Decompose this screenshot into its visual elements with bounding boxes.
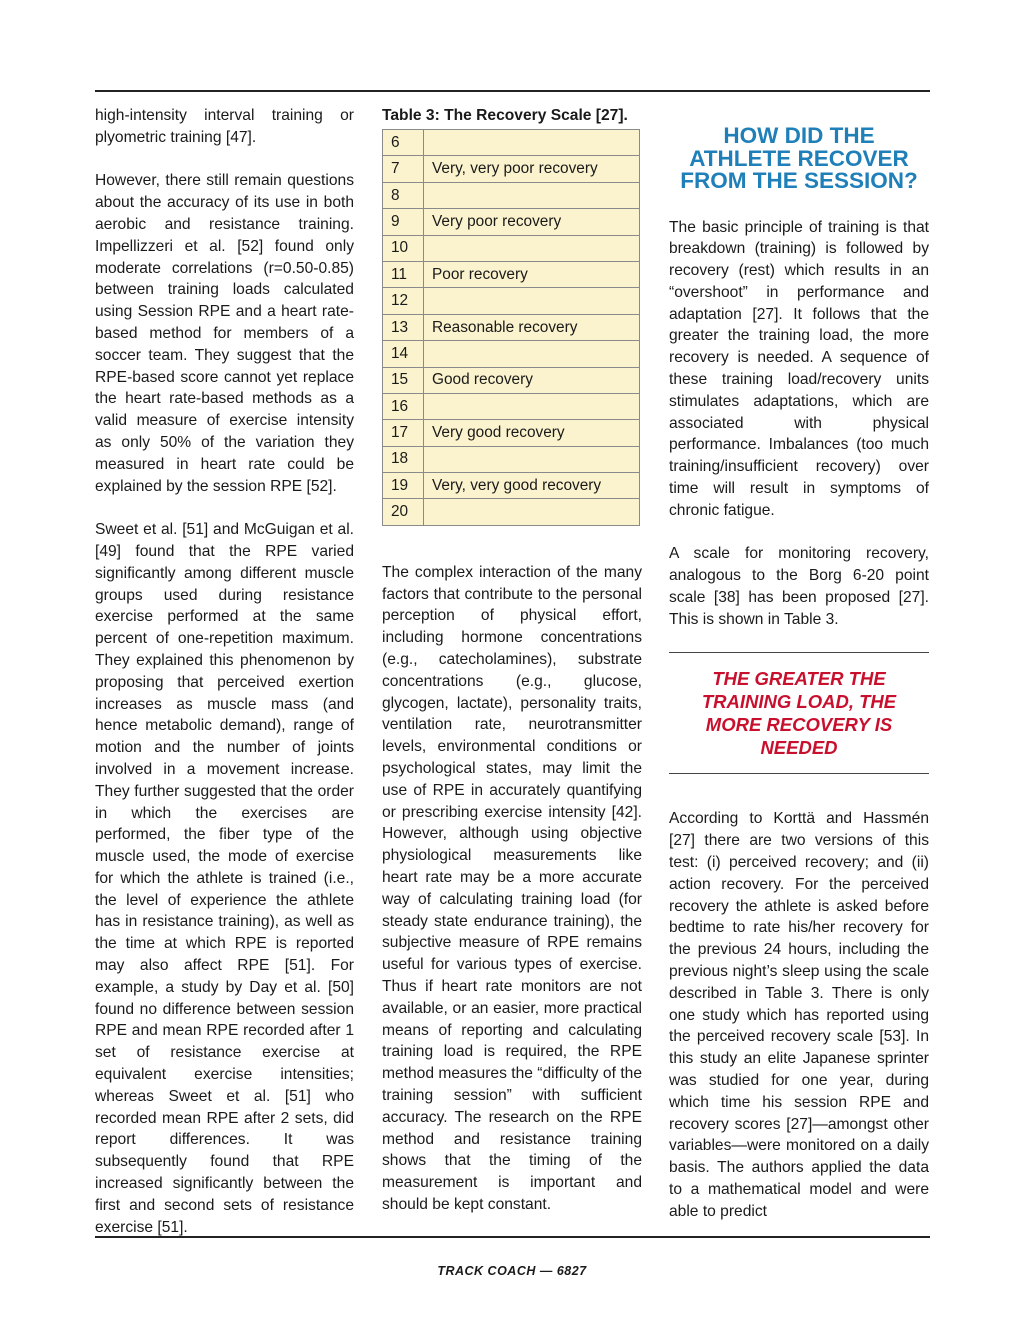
scale-label: Very good recovery xyxy=(424,420,640,446)
table-row xyxy=(383,156,640,182)
heading-line: FROM THE SESSION? xyxy=(680,168,918,193)
table-row xyxy=(383,261,640,287)
table-title: Table 3: The Recovery Scale [27]. xyxy=(382,107,628,124)
heading-line: HOW DID THE xyxy=(723,123,875,148)
scale-number: 12 xyxy=(383,288,424,314)
bottom-rule xyxy=(95,1236,930,1238)
paragraph: The basic principle of training is that breakdown (training) is followed by recovery (rest) which results in an “overshoot” in performance and adaptation [27]. It follows that the greater the training load, the more recovery is needed. A sequence of these training load/recovery units stimulates adaptations, which are associated with physical performance. Imbalances (too much training/insufficient recovery) over time will result in symptoms of chronic fatigue. xyxy=(669,218,929,519)
table-row xyxy=(383,314,640,340)
table-row xyxy=(383,182,640,208)
heading-line: ATHLETE RECOVER xyxy=(689,145,909,171)
table-row xyxy=(383,499,640,525)
scale-label xyxy=(424,130,640,156)
scale-label xyxy=(424,393,640,419)
table-row xyxy=(383,420,640,446)
scale-label: Very, very poor recovery xyxy=(424,156,640,182)
scale-number: 10 xyxy=(383,235,424,261)
scale-number: 16 xyxy=(383,393,424,419)
pull-quote-line: MORE RECOVERY IS xyxy=(705,714,893,736)
scale-label: Very, very good recovery xyxy=(424,473,640,499)
column-1 xyxy=(95,105,354,1260)
pull-quote-line: NEEDED xyxy=(760,737,838,759)
scale-number: 7 xyxy=(383,156,424,182)
table-row xyxy=(383,235,640,261)
scale-label: Good recovery xyxy=(424,367,640,393)
paragraph: high-intensity interval training or plyometric training [47]. xyxy=(95,107,354,146)
scale-number: 20 xyxy=(383,499,424,525)
scale-number: 13 xyxy=(383,314,424,340)
scale-number: 19 xyxy=(383,473,424,499)
pull-quote-line: TRAINING LOAD, THE xyxy=(701,691,897,713)
table-row xyxy=(383,367,640,393)
recovery-scale-table xyxy=(382,129,640,526)
column-3 xyxy=(669,105,929,1244)
column-2 xyxy=(382,105,642,1238)
scale-number: 17 xyxy=(383,420,424,446)
pull-quote-line: THE GREATER THE xyxy=(712,668,886,690)
top-rule xyxy=(95,90,930,92)
scale-label: Poor recovery xyxy=(424,261,640,287)
paragraph: Sweet et al. [51] and McGuigan et al. [49] found that the RPE varied significantly among different muscle groups used during resistance exercise performed at the same percent of one-repetition maximum. They explained this phenomenon by proposing that perceived exertion increases as muscle mass (and hence metabolic demand), range of motion and the number of joints involved in a movement increase. They further suggested that the order in which the exercises are performed, the fiber type of the muscle used, the mode of exercise for which the athlete is trained (i.e., the level of experience the athlete has in resistance training), as well as the time at which RPE is reported may also affect RPE [51]. For example, a study by Day et al. [50] found no difference between session RPE and mean RPE recorded after 1 set of resistance exercise at equivalent exercise intensities; whereas Sweet et al. [51] who recorded mean RPE after 2 sets, did report differences. It was subsequently found that RPE increased significantly between the first and second sets of resistance exercise [51]. xyxy=(95,521,354,1236)
scale-number: 9 xyxy=(383,209,424,235)
table-row xyxy=(383,288,640,314)
scale-label xyxy=(424,341,640,367)
paragraph: According to Korttä and Hassmén [27] there are two versions of this test: (i) perceived recovery; and (ii) action recovery. For the perceived recovery the athlete is asked before bedtime to rate his/her recovery for the previous 24 hours, including the previous night’s sleep using the scale described in Table 3. There is only one study which has reported using the perceived recovery scale [53]. In this study an elite Japanese sprinter was studied for one year, during which time his session RPE and recovery scores [27]—amongst other variables—were monitored on a daily basis. The authors applied the data to a mathematical model and were able to predict xyxy=(669,810,929,1220)
paragraph: A scale for monitoring recovery, analogous to the Borg 6-20 point scale [38] has been proposed [27]. This is shown in Table 3. xyxy=(669,545,929,628)
column-2-body xyxy=(382,562,642,1216)
scale-label: Reasonable recovery xyxy=(424,314,640,340)
scale-label xyxy=(424,235,640,261)
scale-label xyxy=(424,499,640,525)
scale-label: Very poor recovery xyxy=(424,209,640,235)
table-row xyxy=(383,473,640,499)
scale-number: 14 xyxy=(383,341,424,367)
scale-number: 11 xyxy=(383,261,424,287)
table-row xyxy=(383,393,640,419)
table-row xyxy=(383,209,640,235)
page-footer: TRACK COACH — 6827 xyxy=(437,1264,587,1278)
scale-number: 18 xyxy=(383,446,424,472)
paragraph: However, there still remain questions about the accuracy of its use in both aerobic and resistance training. Impellizzeri et al. [52] found only moderate correlations (r=0.50-0.85) between training loads calculated using Session RPE and a heart rate-based method for members of a soccer team. They suggest that the RPE-based score cannot yet replace the heart rate-based methods as a valid measure of exercise intensity as only 50% of the variation they measured in heart rate could be explained by the session RPE [52]. xyxy=(95,172,354,495)
scale-label xyxy=(424,288,640,314)
table-row xyxy=(383,130,640,156)
section-heading xyxy=(669,125,929,193)
scale-number: 15 xyxy=(383,367,424,393)
pull-quote-text xyxy=(669,667,929,759)
scale-number: 8 xyxy=(383,182,424,208)
paragraph: The complex interaction of the many factors that contribute to the personal perception of physical effort, including hormone concentrations (e.g., catecholamines), substrate concentrations (e.g., glucose, glycogen, lactate), personality traits, ventilation rate, neurotransmitter levels, environmental conditions or psychological states, may limit the use of RPE in accurately quantifying or prescribing exercise intensity [42]. However, although using objective physiological measurements like heart rate may be a more accurate way of calculating training load (for steady state endurance training), the subjective measure of RPE remains useful for various types of exercise. Thus if heart rate monitors are not available, or an easier, more practical means of reporting and calculating training load is required, the RPE method measures the “difficulty of the training session” with sufficient accuracy. The research on the RPE method and resistance training shows that the timing of the measurement is important and should be kept constant. xyxy=(382,563,642,1213)
scale-number: 6 xyxy=(383,130,424,156)
pull-quote xyxy=(669,652,929,774)
scale-label xyxy=(424,182,640,208)
table-row xyxy=(383,446,640,472)
table-row xyxy=(383,341,640,367)
scale-label xyxy=(424,446,640,472)
